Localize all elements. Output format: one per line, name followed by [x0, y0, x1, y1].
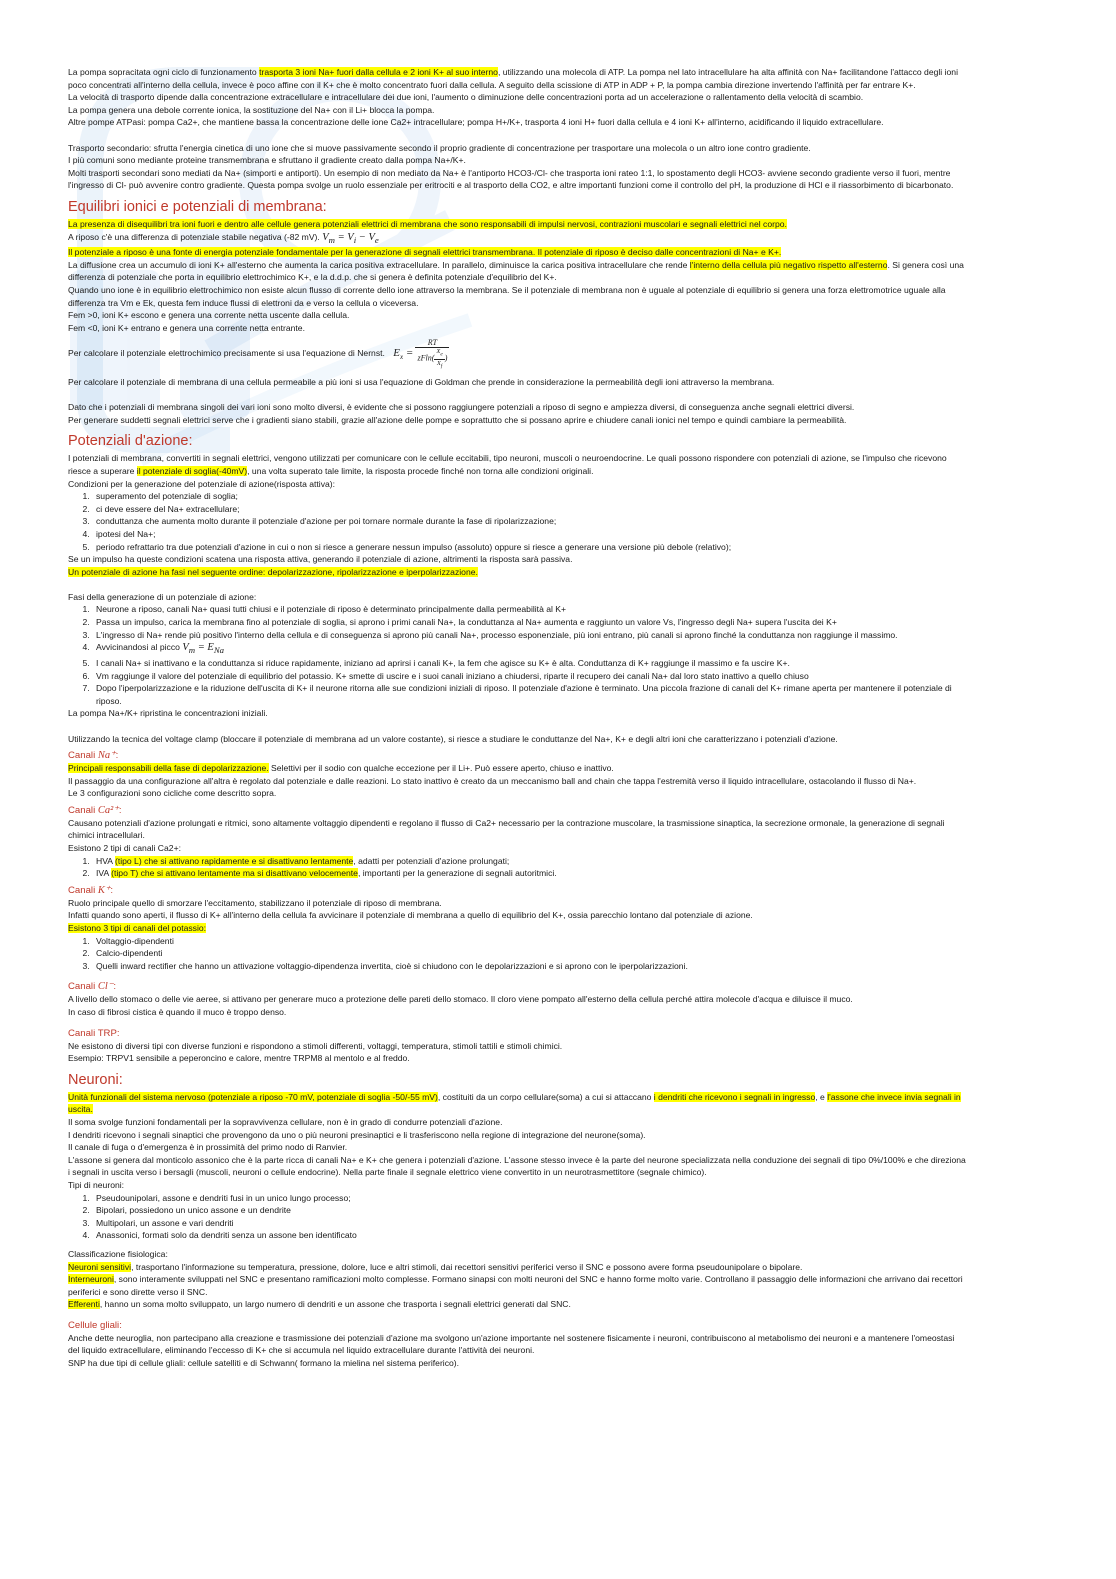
list-item: 2. Calcio-dipendenti — [92, 947, 968, 960]
paragraph: L'assone si genera dal monticolo assonico che è la parte ricca di canali Na+ e K+ che genera i potenziali d'azione. L'assone stesso invece è la parte del neurone specializzata nella conduzione dei segnali di tipo 0%/100% e che direziona i segnali in uscita verso i bersagli (muscoli, neuroni o cellule endocrine). Nella parte finale il segnale elettrico viene convertito in un neurotrasmettitore (segnale chimico). — [68, 1154, 966, 1178]
highlight: l'assone che invece invia segnali in uscita. — [68, 1091, 961, 1115]
paragraph: Se un impulso ha queste condizioni scatena una risposta attiva, generando il potenziale di azione, altrimenti la risposta sarà passiva. — [68, 554, 573, 565]
highlight: trasporta 3 ioni Na+ fuori dalla cellula e 2 ioni K+ al suo interno — [259, 67, 498, 77]
list-item: 1. superamento del potenziale di soglia; — [92, 490, 968, 503]
highlight: La presenza di disequilibri tra ioni fuori e dentro alle cellule genera potenziali elettrici di membrana che sono responsabili di impulsi nervosi, contrazioni muscolari e segnali elettrici nel corpo. — [68, 218, 787, 229]
list-item: 2. IVA (tipo T) che si attivano lentamente ma si disattivano velocemente, importanti per la generazione di segnali autoritmici. — [92, 867, 968, 880]
list-item: 7. Dopo l'iperpolarizzazione e la riduzione dell'uscita di K+ il neurone ritorna alle sue condizioni iniziali di riposo. Il potenziale d'azione è terminato. Una piccola frazione di canali del K+ rimane aperta per mantenere il potenziale di riposo. — [92, 682, 968, 707]
paragraph: La pompa genera una debole corrente ionica, la sostituzione del Na+ con il Li+ blocca la pompa. — [68, 104, 435, 115]
paragraph — [68, 922, 968, 935]
paragraph: I più comuni sono mediante proteine transmembrana e sfruttano il gradiente creato dalla pompa Na+/K+. — [68, 155, 466, 166]
list-item: 4. ipotesi del Na+; — [92, 528, 968, 541]
potassium-channel-list — [68, 935, 968, 973]
calcium-channel-list — [68, 855, 968, 880]
list-item: 3. conduttanza che aumenta molto durante il potenziale d'azione per poi tornare normale durante la fase di ripolarizzazione; — [92, 515, 968, 528]
phases-list — [68, 603, 968, 707]
subsection-heading: Canali Cl⁻: — [68, 981, 117, 993]
paragraph — [68, 566, 968, 579]
highlight: Neuroni sensitivi — [68, 1261, 132, 1272]
section-heading: Neuroni: — [68, 1071, 123, 1088]
paragraph: Causano potenziali d'azione prolungati e ritmici, sono altamente voltaggio dipendenti e regolano il flusso di Ca2+ necessario per la contrazione muscolare, la trasmissione sinaptica, la secrezione ormonale, la generazione di segnali chimici intracellulari. — [68, 817, 945, 841]
paragraph: Interneuroni, sono interamente sviluppati nel SNC e presentano ramificazioni molto complesse. Formano sinapsi con molti neuroni del SNC e hanno forme molto varie. Controllano il passaggio delle informazioni che arrivano dai recettori periferici e sono dirette verso il SNC. — [68, 1274, 963, 1297]
list-item: 2. Passa un impulso, carica la membrana fino al potenziale di soglia, si aprono i primi canali Na+, la conduttanza al Na+ aumenta e raggiunto un valore Vs, l'ingresso degli Na+ supera l'uscita dei K+ — [92, 616, 968, 629]
paragraph: Ne esistono di diversi tipi con diverse funzioni e rispondono a stimoli differenti, voltaggi, temperatura, stimoli tattili e stimoli chimici. — [68, 1040, 563, 1051]
paragraph — [68, 218, 968, 231]
section-heading: Potenziali d'azione: — [68, 433, 193, 450]
paragraph: Condizioni per la generazione del potenziale di azione(risposta attiva): — [68, 478, 336, 489]
paragraph: Esistono 2 tipi di canali Ca2+: — [68, 843, 181, 854]
highlight: (tipo L) che si attivano rapidamente e si disattivano lentamente — [114, 855, 354, 866]
list-item: 3. Multipolari, un assone e vari dendriti — [92, 1217, 968, 1230]
list-item: 1. Voltaggio-dipendenti — [92, 935, 968, 948]
paragraph: Per generare suddetti segnali elettrici serve che i gradienti siano stabili, grazie all'azione delle pompe e soprattutto che si possano aprire e chiudere canali ionici nel tempo e quindi cambiare la permeabilità. — [68, 414, 847, 425]
paragraph: Utilizzando la tecnica del voltage clamp (bloccare il potenziale di membrana ad un valore costante), si riesce a studiare le conduttanze del Na+, K+ e degli altri ioni che caratterizzano i potenziali d'azione. — [68, 733, 838, 744]
conditions-list — [68, 490, 968, 553]
paragraph: A livello dello stomaco o delle vie aeree, si attivano per generare muco a protezione delle pareti dello stomaco. Il cloro viene pompato all'esterno della cellula perché attira molecole d'acqua e diluisce il muco. — [68, 994, 853, 1005]
list-item: 4. Avvicinandosi al picco $V_m = E_{Na}$ — [92, 641, 968, 657]
highlight: il potenziale di soglia(-40mV) — [136, 465, 248, 476]
paragraph: Il soma svolge funzioni fondamentali per la sopravvivenza cellulare, non è in grado di condurre potenziali d'azione. — [68, 1116, 503, 1127]
list-item: 5. periodo refrattario tra due potenziali d'azione in cui o non si riesce a generare nessun impulso (assoluto) oppure si riesce a generare una versione più debole (relativo); — [92, 541, 968, 554]
list-item: 1. Pseudounipolari, assone e dendriti fusi in un unico lungo processo; — [92, 1192, 968, 1205]
paragraph: I potenziali di membrana, convertiti in segnali elettrici, vengono utilizzati per comunicare con le cellule eccitabili, tipo neuroni, muscoli o neuroendocrine. Le quali possono rispondere con potenziali di azione, se l'impulso che ricevono riesce a superare il potenziale di soglia(-40mV), una volta superato tale limite, la risposta procede finché non torna alle condizioni originali. — [68, 453, 947, 476]
paragraph: Quando uno ione è in equilibrio elettrochimico non esiste alcun flusso di corrente dello ione attraverso la membrana. Se il potenziale di membrana non è uguale al potenziale di equilibrio si genera una forza elettromotrice uguale alla differenza tra Vm e Ek, questa fem induce flussi di elettroni da e verso la cellula o viceversa. — [68, 285, 946, 308]
subsection-heading: Canali Na⁺: — [68, 750, 119, 762]
highlight: Esistono 3 tipi di canali del potassio: — [68, 923, 207, 934]
paragraph: Molti trasporti secondari sono mediati da Na+ (simporti e antiporti). Un esempio di non mediato da Na+ è l'antiporto HCO3-/Cl- che trasporta ioni rateo 1:1, lo spostamento degli HCO3- avviene secondo gradiente verso il fuori, mentre l'ingresso di Cl- può avvenire contro gradiente. Questa pompa svolge un ruolo essenziale per eritrociti e al trasporto della CO2, e altre importanti funzioni come il controllo del pH, la produzione di HCl e il riassorbimento di bicarbonato. — [68, 167, 954, 191]
paragraph: Per calcolare il potenziale di membrana di una cellula permeabile a più ioni si usa l'equazione di Goldman che prende in considerazione la permeabilità degli ioni attraverso la membrana. — [68, 376, 775, 387]
highlight: l'interno della cellula più negativo rispetto all'esterno — [689, 259, 888, 270]
list-item: 2. ci deve essere del Na+ extracellulare; — [92, 503, 968, 516]
paragraph: A riposo c'è una differenza di potenziale stabile negativa (-82 mV). $V_m = V_i - V_e$ — [68, 231, 379, 245]
paragraph: Ruolo principale quello di smorzare l'eccitamento, stabilizzano il potenziale di riposo di membrana. — [68, 897, 442, 908]
list-item: 4. Anassonici, formati solo da dendriti senza un assone ben identificato — [92, 1229, 968, 1242]
list-item: 6. Vm raggiunge il valore del potenziale di equilibrio del potassio. K+ smette di uscire e i suoi canali iniziano a chiudersi, riparte il recupero dei canali Na+ dal loro stato inattivo a quello chiuso — [92, 670, 968, 683]
paragraph: Le 3 configurazioni sono cicliche come descritto sopra. — [68, 788, 277, 799]
document-content — [68, 66, 968, 1370]
highlight: Interneuroni — [68, 1274, 114, 1285]
highlight: Unità funzionali del sistema nervoso (potenziale a riposo -70 mV, potenziale di soglia -50/-55 mV) — [68, 1091, 438, 1102]
highlight: (tipo T) che si attivano lentamente ma si disattivano velocemente — [111, 868, 358, 879]
list-item: 2. Bipolari, possiedono un unico assone e un dendrite — [92, 1204, 968, 1217]
paragraph: Efferenti, hanno un soma molto sviluppato, un largo numero di dendriti e un assone che trasporta i segnali elettrici generati dal SNC. — [68, 1299, 571, 1310]
list-item: 1. Neurone a riposo, canali Na+ quasi tutti chiusi e il potenziale di riposo è determinato principalmente dalla permeabilità al K+ — [92, 603, 968, 616]
paragraph: Dato che i potenziali di membrana singoli dei vari ioni sono molto diversi, è evidente che si possono raggiungere potenziali a riposo di segno e ampiezza diversi, di conseguenza anche segnali elettrici diversi. — [68, 402, 855, 413]
list-item: 3. Quelli inward rectifier che hanno un attivazione voltaggio-dipendenza invertita, cioè si chiudono con le depolarizzazioni e si aprono con le iperpolarizzazioni. — [92, 960, 968, 973]
paragraph: In caso di fibrosi cistica è quando il muco è troppo denso. — [68, 1007, 287, 1017]
paragraph: La diffusione crea un accumulo di ioni K+ all'esterno che aumenta la carica positiva extracellulare. In parallelo, diminuisce la carica positiva intracellulare che rende l'interno della cellula più negativo rispetto all'esterno. Si genera così una differenza di potenziale che porta in equilibrio elettrochimico K+, e la d.d.p. che si genera è definita potenziale d'equilibrio del K+. — [68, 259, 964, 283]
subsection-heading: Canali Ca²⁺: — [68, 804, 122, 816]
highlight: Il potenziale di riposo è deciso dalle concentrazioni di Na+ e K+. — [535, 247, 782, 258]
paragraph: Il canale di fuga o d'emergenza è in prossimità del primo nodo di Ranvier. — [68, 1142, 348, 1153]
paragraph: Anche dette neuroglia, non partecipano alla creazione e trasmissione dei potenziali d'azione ma svolgono un'azione importante nel sostenere fisicamente i neuroni, contribuiscono al metabolismo dei neuroni e a mantenere l'omeostasi del liquido extracellulare, eliminando l'eccesso di K+ che si accumula nel liquido extracellulare durante l'attività dei neuroni. — [68, 1332, 955, 1356]
membrane-potential-formula: $V_m = V_i - V_e$ — [322, 231, 379, 245]
subsection-heading: Canali K⁺: — [68, 884, 114, 896]
peak-potential-formula: $V_m = E_{Na}$ — [182, 642, 225, 656]
list-item: 1. HVA (tipo L) che si attivano rapidamente e si disattivano lentamente, adatti per potenziali d'azione prolungati; — [92, 855, 968, 868]
paragraph: Classificazione fisiologica: — [68, 1248, 168, 1259]
highlight: Il potenziale a riposo è una fonte di energia potenziale fondamentale per la generazione di segnali elettrici transmembrana. — [68, 247, 536, 258]
paragraph: Per calcolare il potenziale elettrochimico precisamente si usa l'equazione di Nernst. $E_x$ = RT zFln( $\frac{X_e}{X_f}$ ) — [68, 338, 448, 369]
paragraph — [68, 246, 968, 259]
highlight: Principali responsabili della fase di depolarizzazione. — [68, 763, 269, 774]
highlight: Efferenti — [68, 1299, 100, 1310]
nernst-equation: $E_x$ = RT zFln( $\frac{X_e}{X_f}$ ) — [393, 338, 448, 369]
paragraph: Tipi di neuroni: — [68, 1179, 125, 1190]
subsection-heading: Canali TRP: — [68, 1027, 120, 1039]
paragraph: La velocità di trasporto dipende dalla concentrazione extracellulare e intracellulare dei due ioni, l'aumento o diminuzione delle concentrazioni porta ad un accelerazione o rallentamento della velocità di scambio. — [68, 92, 864, 103]
highlight: i dendriti che ricevono i segnali in ingresso — [653, 1091, 816, 1102]
paragraph: Neuroni sensitivi, trasportano l'informazione su temperatura, pressione, dolore, luce e altri stimoli, dai recettori sensitivi periferici verso il SNC e possono avere forma pseudounipolare o bipolare. — [68, 1261, 803, 1272]
paragraph: Fem <0, ioni K+ entrano e genera una corrente netta entrante. — [68, 322, 305, 333]
neuron-types-list — [68, 1192, 968, 1242]
list-item: 5. I canali Na+ si inattivano e la conduttanza si riduce rapidamente, iniziano ad aprirsi i canali K+, la fem che agisce su K+ è alta. Conduttanza di K+ raggiunge il massimo e fa uscire K+. — [92, 657, 968, 670]
paragraph: La pompa sopracitata ogni ciclo di funzionamento trasporta 3 ioni Na+ fuori dalla cellula e 2 ioni K+ al suo interno, utilizzando una molecola di ATP. La pompa nel lato intracellulare ha alta affinità con Na+ facilitandone l'attacco degli ioni poco concentrati all'interno della cellula, invece è poco affine con il K+ che è molto concentrato fuori dalla cellula. A seguito della scissione di ATP in ADP + P, la pompa cambia direzione invertendo l'affinità per far entrare K+. — [68, 67, 958, 90]
paragraph: Principali responsabili della fase di depolarizzazione. Selettivi per il sodio con qualche eccezione per il Li+. Può essere aperto, chiuso e inattivo. — [68, 763, 614, 774]
paragraph: Unità funzionali del sistema nervoso (potenziale a riposo -70 mV, potenziale di soglia -50/-55 mV), costituiti da un corpo cellulare(soma) a cui si attaccano i dendriti che ricevono i segnali in ingresso, e l'assone che invece invia segnali in uscita. — [68, 1091, 961, 1115]
paragraph: Altre pompe ATPasi: pompa Ca2+, che mantiene bassa la concentrazione delle ione Ca2+ intracellulare; pompa H+/K+, trasporta 4 ioni H+ fuori dalla cellula e 4 ioni K+ all'interno, acidificando il liquido extracellulare. — [68, 117, 884, 128]
list-item: 3. L'ingresso di Na+ rende più positivo l'interno della cellula e di conseguenza si aprono più canali Na+, processo esponenziale, più ioni entrano, più canali si aprono finché la conduttanza non raggiunge il massimo. — [92, 629, 968, 642]
subsection-heading: Cellule gliali: — [68, 1319, 122, 1331]
paragraph: La pompa Na+/K+ ripristina le concentrazioni iniziali. — [68, 708, 268, 719]
paragraph: Esempio: TRPV1 sensibile a peperoncino e calore, mentre TRPM8 al mentolo e al freddo. — [68, 1053, 410, 1064]
paragraph: Il passaggio da una configurazione all'altra è regolato dal potenziale e dalle reazioni. Lo stato inattivo è creato da un meccanismo ball and chain che tappa l'estremità verso il liquido intracellulare, ostacolando il flusso di Na+. — [68, 775, 917, 786]
paragraph: SNP ha due tipi di cellule gliali: cellule satelliti e di Schwann( formano la mielina nel sistema periferico). — [68, 1358, 460, 1369]
section-heading: Equilibri ionici e potenziali di membrana: — [68, 198, 327, 215]
paragraph: Infatti quando sono aperti, il flusso di K+ all'interno della cellula fa avvicinare il potenziale di membrana a quello di equilibrio del K+, ossia parecchio lontano dal potenziale di azione. — [68, 910, 753, 921]
paragraph: Fem >0, ioni K+ escono e genera una corrente netta uscente dalla cellula. — [68, 310, 350, 321]
paragraph: Trasporto secondario: sfrutta l'energia cinetica di uno ione che si muove passivamente secondo il proprio gradiente di concentrazione per trasportare una molecola o un altro ione contro gradiente. — [68, 142, 811, 153]
paragraph: Fasi della generazione di un potenziale di azione: — [68, 591, 257, 602]
paragraph: I dendriti ricevono i segnali sinaptici che provengono da uno o più neuroni presinaptici e li trasferiscono nella regione di integrazione del neurone(soma). — [68, 1129, 646, 1140]
highlight: Un potenziale di azione ha fasi nel seguente ordine: depolarizzazione, ripolarizzazione e iperpolarizzazione. — [68, 566, 478, 577]
